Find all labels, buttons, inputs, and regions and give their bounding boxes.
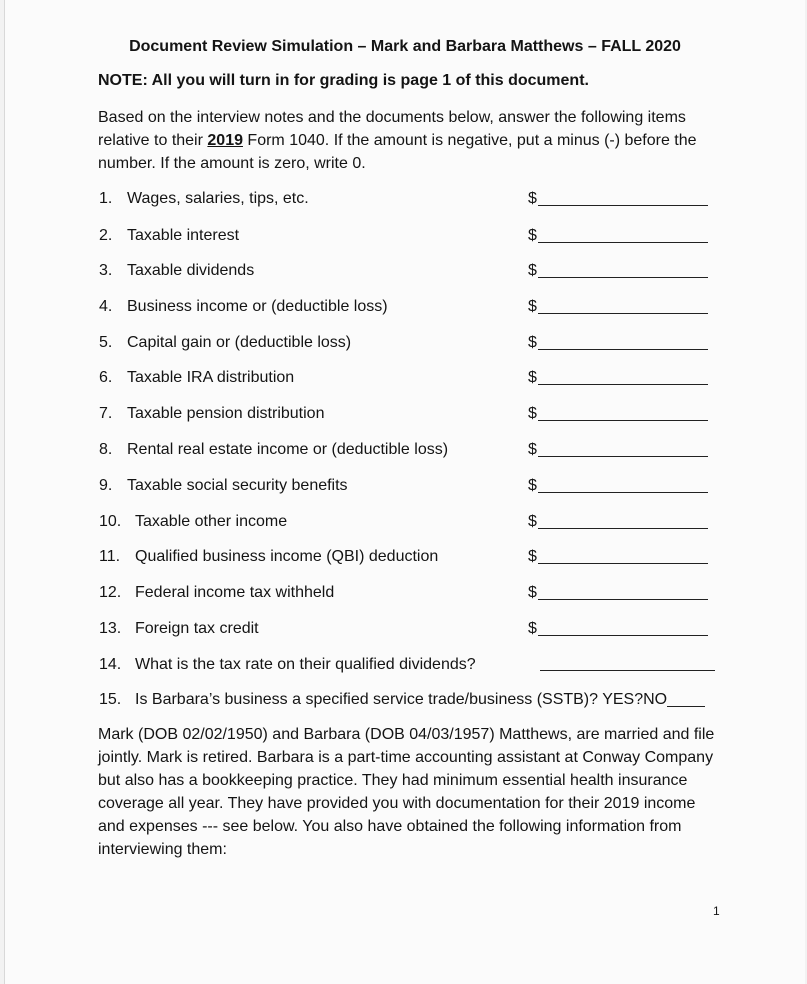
question-12: 12. Federal income tax withheld — [99, 584, 335, 601]
answer-field-7[interactable]: $ — [528, 405, 708, 423]
answer-field-10[interactable]: $ — [528, 513, 708, 531]
answer-field-14[interactable] — [540, 670, 715, 671]
instructions-paragraph — [98, 106, 718, 175]
answer-field-13[interactable]: $ — [528, 620, 708, 638]
client-background-paragraph: Mark (DOB 02/02/1950) and Barbara (DOB 04/03/1957) Matthews, are married and file jointly. Mark is retired. Barbara is a part-time accounting assistant at Conway Company but also has a bookkeeping practice. They had minimum essential health insurance coverage all year. They have provided you with documentation for their 2019 income and expenses --- see below. You also have obtained the following information from interviewing them: — [98, 726, 715, 858]
question-1: 1. Wages, salaries, tips, etc. — [99, 190, 309, 207]
question-13: 13. Foreign tax credit — [99, 620, 259, 637]
page-number: 1 — [713, 904, 720, 918]
document-title: Document Review Simulation – Mark and Barbara Matthews – FALL 2020 — [129, 38, 681, 55]
grading-note: NOTE: All you will turn in for grading is page 1 of this document. — [98, 72, 589, 89]
answer-field-4[interactable]: $ — [528, 298, 708, 316]
question-11: 11. Qualified business income (QBI) deduction — [99, 548, 439, 565]
question-2: 2. Taxable interest — [99, 227, 240, 244]
answer-field-6[interactable]: $ — [528, 369, 708, 387]
question-10: 10. Taxable other income — [99, 513, 288, 530]
question-15: 15. Is Barbara’s business a specified service trade/business (SSTB)? YES?NO — [99, 691, 705, 709]
question-4: 4. Business income or (deductible loss) — [99, 298, 388, 315]
instructions-year: 2019 — [207, 132, 243, 149]
question-3: 3. Taxable dividends — [99, 262, 255, 279]
answer-field-2[interactable]: $ — [528, 227, 708, 245]
document-page — [4, 0, 805, 984]
question-5: 5. Capital gain or (deductible loss) — [99, 334, 352, 351]
question-6: 6. Taxable IRA distribution — [99, 369, 295, 386]
answer-field-12[interactable]: $ — [528, 584, 708, 602]
answer-field-1[interactable]: $ — [528, 190, 708, 208]
question-7: 7. Taxable pension distribution — [99, 405, 325, 422]
question-14: 14. What is the tax rate on their qualified dividends? — [99, 656, 476, 673]
question-8: 8. Rental real estate income or (deductible loss) — [99, 441, 449, 458]
answer-field-11[interactable]: $ — [528, 548, 708, 566]
instructions-text-part2: Form 1040. If the amount is negative, put a minus (-) before the number. If the amount is zero, write 0. — [98, 132, 697, 172]
answer-field-5[interactable]: $ — [528, 334, 708, 352]
question-9: 9. Taxable social security benefits — [99, 477, 348, 494]
answer-field-9[interactable]: $ — [528, 477, 708, 495]
instructions-text-part1: Based on the interview notes and the documents below, answer the following items relative to their — [98, 109, 686, 149]
answer-field-8[interactable]: $ — [528, 441, 708, 459]
answer-field-15[interactable] — [667, 706, 705, 707]
answer-field-3[interactable]: $ — [528, 262, 708, 280]
